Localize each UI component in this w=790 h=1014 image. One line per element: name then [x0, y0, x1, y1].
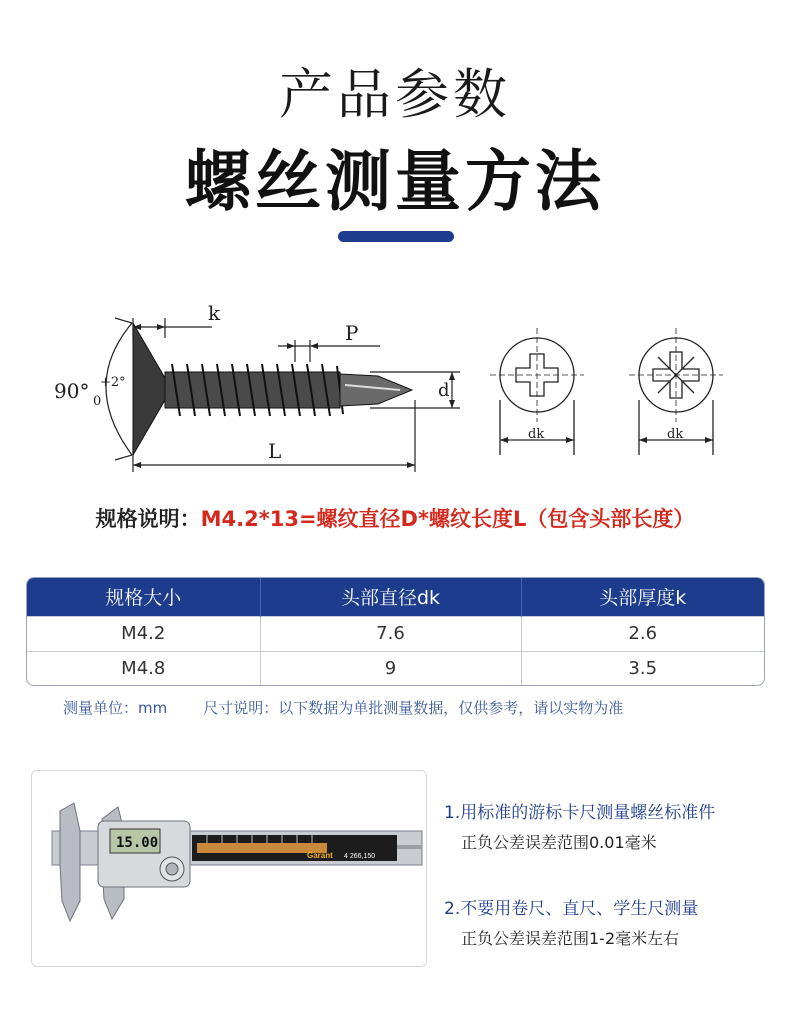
- cell-head-diameter: 9: [260, 651, 521, 686]
- header-head-diameter: 头部直径dk: [260, 578, 521, 616]
- unit-note: 测量单位：mm: [63, 699, 168, 717]
- label-angle-tolerance-plus: +2°: [100, 375, 126, 390]
- size-note: 尺寸说明：以下数据为单批测量数据，仅供参考，请以实物为准: [203, 699, 624, 717]
- label-k: k: [208, 301, 221, 325]
- page-subtitle: 螺丝测量方法: [185, 143, 605, 220]
- page-title: 产品参数: [279, 63, 511, 126]
- title-underline: [338, 231, 454, 242]
- tip-1-description: 正负公差误差范围0.01毫米: [461, 833, 657, 852]
- cell-head-thickness: 2.6: [521, 616, 764, 651]
- tip-2-description: 正负公差误差范围1-2毫米左右: [461, 929, 680, 948]
- caliper-image-card: [31, 770, 427, 967]
- spec-label: 规格说明：: [95, 507, 201, 531]
- measurement-note: [63, 697, 623, 718]
- cell-size: M4.8: [27, 651, 260, 686]
- label-dk-phillips: dk: [528, 427, 545, 442]
- screw-measurement-diagram: [40, 290, 760, 480]
- caliper-model: 4 266,150: [344, 853, 376, 860]
- cell-head-diameter: 7.6: [260, 616, 521, 651]
- label-l: L: [268, 439, 282, 463]
- label-d: d: [438, 380, 450, 401]
- tip-2-title: 2.不要用卷尺、直尺、学生尺测量: [444, 899, 699, 919]
- caliper-image: [32, 771, 428, 968]
- label-dk-pozi: dk: [667, 427, 684, 442]
- table-row: [27, 651, 764, 686]
- spec-description: [0, 503, 790, 533]
- label-angle-tolerance-zero: 0: [93, 394, 102, 409]
- caliper-display-value: 15.00: [116, 835, 159, 851]
- spec-value: M4.2*13=螺纹直径D*螺纹长度L（包含头部长度）: [200, 507, 695, 531]
- cell-head-thickness: 3.5: [521, 651, 764, 686]
- cell-size: M4.2: [27, 616, 260, 651]
- table-row: [27, 616, 764, 651]
- header-size: 规格大小: [27, 578, 260, 616]
- label-angle: 90°: [54, 379, 90, 403]
- spec-table: [26, 577, 765, 686]
- table-header-row: [27, 578, 764, 616]
- label-p: P: [345, 321, 359, 345]
- caliper-brand: Garant: [307, 851, 333, 860]
- header-head-thickness: 头部厚度k: [521, 578, 764, 616]
- tip-1-title: 1.用标准的游标卡尺测量螺丝标准件: [444, 803, 716, 823]
